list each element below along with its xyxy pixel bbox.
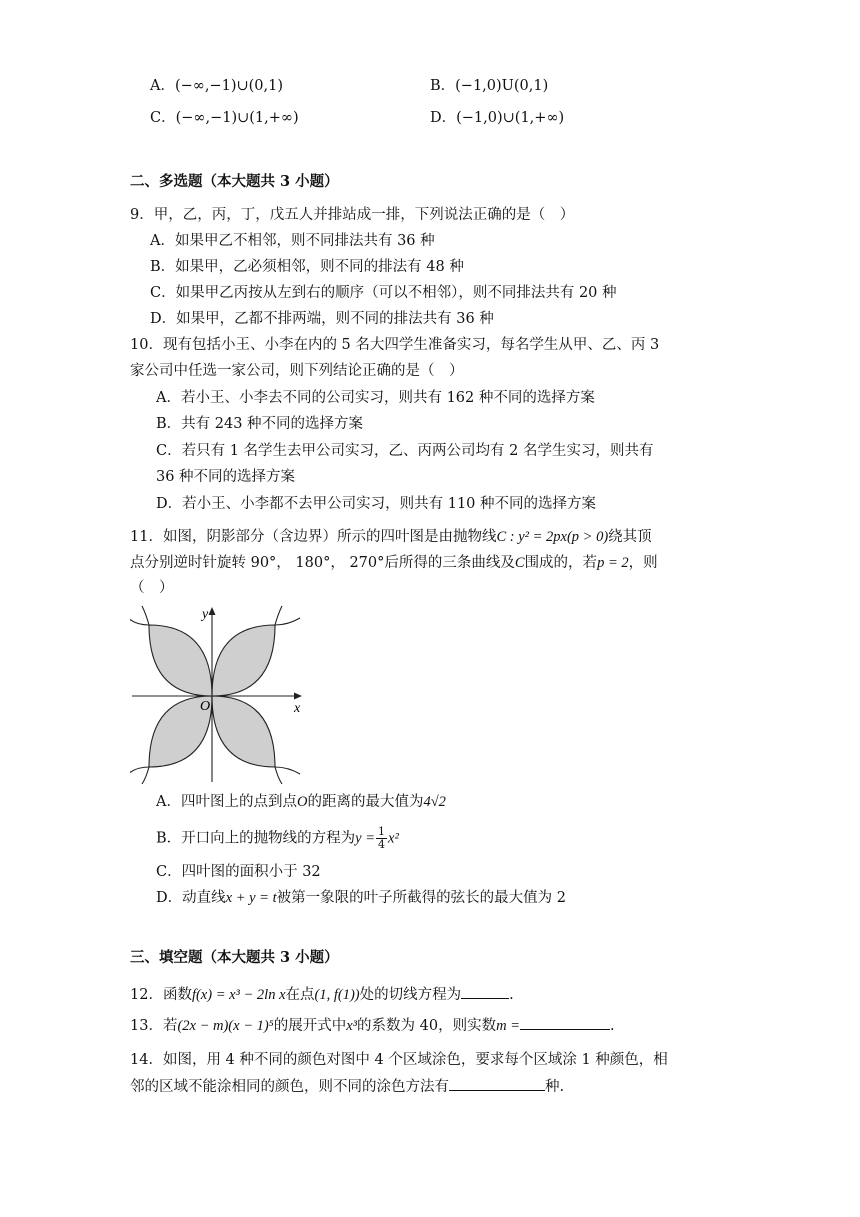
q11-d-text: D．动直线 [156,890,226,906]
q13-stem [130,1015,615,1036]
section-title-fill-in: 三、填空题（本大题共 3 小题） [130,949,339,966]
four-leaf-figure [130,604,310,784]
fraction-numerator: 1 [378,825,386,838]
q12-end: . [509,987,514,1003]
q14-stem-line1: 14．如图，用 4 种不同的颜色对图中 4 个区域涂色，要求每个区域涂 1 种颜色，相 [130,1052,668,1068]
q12-point: (1, f(1)) [314,987,360,1003]
q11-stem-text-4: 围成的，若 [524,555,598,571]
q11-option-c: C．四叶图的面积小于 32 [156,864,321,880]
q11-stem-text-3: 点分别逆时针旋转 90°， 180°， 270°后所得的三条曲线及 [130,555,515,571]
q11-a-value: 4√2 [423,794,446,810]
q13-expression: (2x − m)(x − 1)⁵ [177,1018,274,1034]
q8-option-a: A．(−∞,−1)∪(0,1) [150,78,284,94]
q11-a-text-2: 的距离的最大值为 [307,794,424,810]
leaf-first-quadrant [212,625,275,696]
q10-option-a: A．若小王、小李去不同的公司实习，则共有 162 种不同的选择方案 [156,390,595,406]
q12-text-3: 处的切线方程为 [359,987,462,1003]
q11-curve-c: C [514,555,525,571]
q13-text-3: 的系数为 40，则实数 [357,1018,497,1034]
q9-option-b: B．如果甲，乙必须相邻，则不同的排法有 48 种 [150,259,464,275]
q10-option-d: D．若小王、小李都不去甲公司实习，则共有 110 种不同的选择方案 [156,496,597,512]
q13-text: 13．若 [130,1018,178,1034]
q14-text: 邻的区域不能涂相同的颜色，则不同的涂色方法有 [130,1079,449,1095]
q14-end: 种. [545,1079,565,1095]
x-axis-label: x [294,701,301,716]
q13-end: . [609,1018,615,1034]
q11-a-text: A．四叶图上的点到点 [156,794,297,810]
q12-answer-blank[interactable] [461,984,509,999]
q13-variable: m = [496,1018,520,1034]
q11-stem-text-2: 绕其顶 [608,529,652,545]
leaf-second-quadrant [149,625,212,696]
q11-option-a [156,792,446,812]
q10-stem-line2: 家公司中任选一家公司，则下列结论正确的是（ ） [130,363,464,379]
q11-b-lhs: y = [355,830,376,847]
x-axis-arrow-icon [294,693,302,700]
q14-stem-line2 [130,1076,564,1097]
q12-function: f(x) = x³ − 2ln x [191,987,286,1003]
q13-answer-blank[interactable] [520,1015,610,1030]
fraction-denominator: 4 [378,838,386,851]
q12-text-2: 在点 [285,987,315,1003]
q9-option-a: A．如果甲乙不相邻，则不同排法共有 36 种 [150,233,435,249]
q8-option-c: C．(−∞,−1)∪(1,+∞) [150,110,299,126]
y-axis-arrow-icon [209,607,216,615]
q10-option-b: B．共有 243 种不同的选择方案 [156,416,364,432]
q10-option-c-line1: C．若只有 1 名学生去甲公司实习，乙、丙两公司均有 2 名学生实习，则共有 [156,443,654,459]
q9-option-d: D．如果甲，乙都不排两端，则不同的排法共有 36 种 [150,311,494,327]
q10-option-c-line2: 36 种不同的选择方案 [156,469,296,485]
origin-label: O [200,699,211,714]
q11-d-text-2: 被第一象限的叶子所截得的弦长的最大值为 2 [276,890,566,906]
q11-stem-line3: （ ） [130,580,174,596]
q12-text: 12．函数 [130,987,192,1003]
q11-stem-line1 [130,527,652,547]
q9-option-c: C．如果甲乙丙按从左到右的顺序（可以不相邻），则不同排法共有 20 种 [150,285,617,301]
leaf-fourth-quadrant [212,696,275,767]
q11-option-d [156,888,566,908]
q11-b-text: B．开口向上的抛物线的方程为 [156,830,356,847]
q11-b-fraction [376,826,387,851]
q12-stem [130,984,514,1005]
q9-stem: 9．甲，乙，丙，丁，戊五人并排站成一排，下列说法正确的是（ ） [130,207,575,223]
section-title-multiple-choice: 二、多选题（本大题共 3 小题） [130,173,339,190]
q11-b-rhs: x² [388,830,399,847]
q13-text-2: 的展开式中 [273,1018,347,1034]
q11-p-value: p = 2 [597,555,629,571]
q8-option-b: B．(−1,0)U(0,1) [430,78,549,94]
q10-stem-line1: 10．现有包括小王、小李在内的 5 名大四学生准备实习，每名学生从甲、乙、丙 3 [130,337,660,353]
q11-option-b [156,826,399,851]
q11-a-point-o: O [296,794,308,810]
q14-answer-blank[interactable] [449,1076,545,1091]
q8-option-d: D．(−1,0)∪(1,+∞) [430,110,565,126]
q13-term: x³ [346,1018,358,1034]
q11-d-line-equation: x + y = t [225,890,277,906]
y-axis-label: y [202,607,209,622]
q11-stem-line2 [130,553,658,573]
q11-stem-text: 11．如图，阴影部分（含边界）所示的四叶图是由抛物线 [130,529,497,545]
q11-stem-text-5: ，则 [628,555,658,571]
q11-parabola-equation: C : y² = 2px(p > 0) [496,529,609,545]
